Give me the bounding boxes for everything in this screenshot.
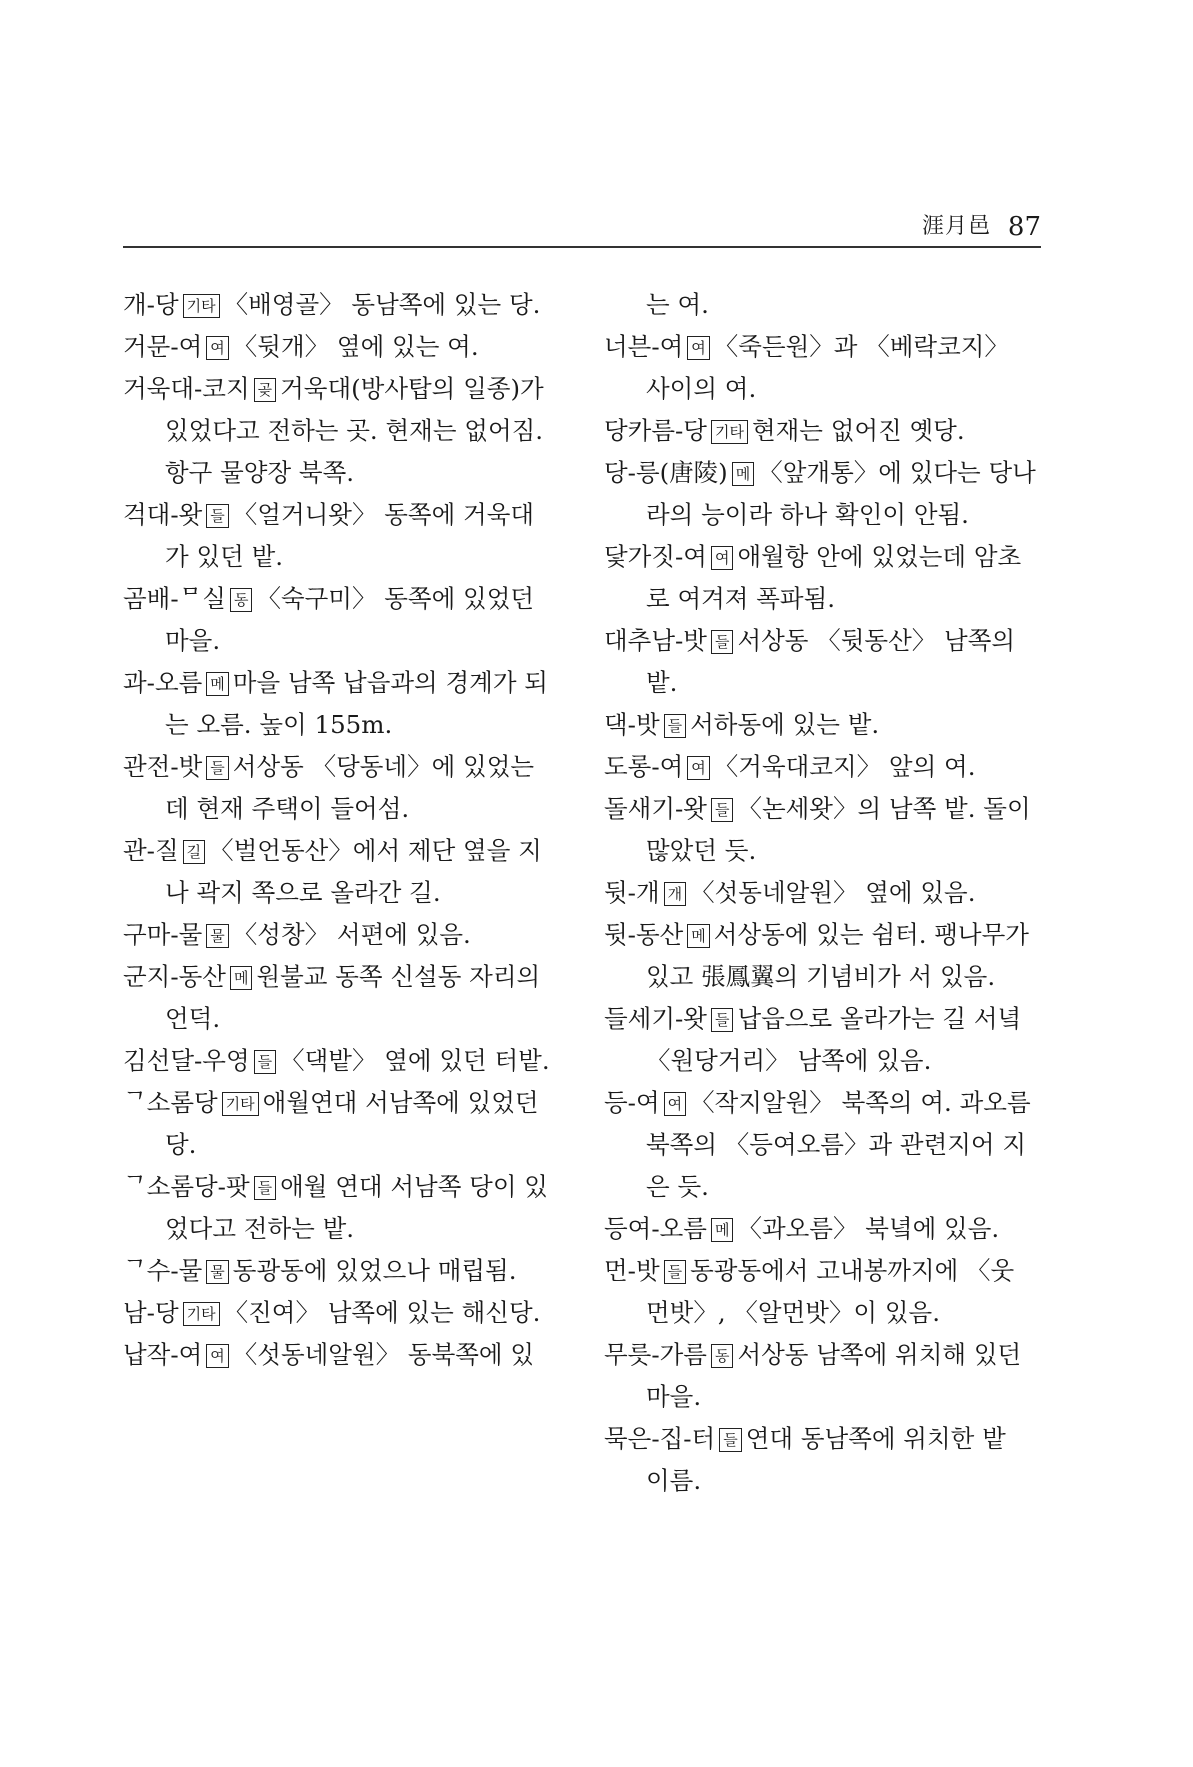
dictionary-entry [123,494,555,578]
entry-term: 대추남-밧 [604,626,707,655]
entry-description: 〈배영골〉 동남쪽에 있는 당. [223,290,541,319]
dictionary-entry [604,1334,1036,1418]
dictionary-entry [123,326,555,368]
entry-description: 마을 남쪽 납읍과의 경계가 되는 오름. 높이 155m. [165,668,548,739]
category-badge: 동 [711,1344,734,1368]
dictionary-entry [123,1082,555,1166]
category-badge: 들 [254,1176,277,1200]
entry-description: 현재는 없어진 옛당. [751,416,965,445]
entry-term: 댁-밧 [604,710,660,739]
category-badge: 곶 [254,378,277,402]
entry-description: 〈과오름〉 북녘에 있음. [737,1214,1000,1243]
entry-description: 〈섯동네알원〉 옆에 있음. [690,878,976,907]
entry-description: 〈숙구미〉 동쪽에 있었던 마을. [165,584,535,655]
entry-description: 서상동 남쪽에 위치해 있던 마을. [646,1340,1022,1411]
category-badge: 동 [230,588,253,612]
dictionary-entry [604,746,1036,788]
category-badge: 들 [254,1050,277,1074]
category-badge: 여 [687,756,710,780]
entry-description: 애월 연대 서남쪽 당이 있었다고 전하는 밭. [165,1172,548,1243]
entry-description: 거욱대(방사탑의 일종)가 있었다고 전하는 곳. 현재는 없어짐. 항구 물양장 북쪽. [165,374,544,487]
dictionary-entry [123,1166,555,1250]
dictionary-entry [604,536,1036,620]
category-badge: 기타 [711,420,748,444]
entry-term: 먼-밧 [604,1256,660,1285]
dictionary-entry [604,704,1036,746]
entry-description: 〈얼거니왓〉 동쪽에 거욱대가 있던 밭. [165,500,535,571]
dictionary-entry [604,326,1036,410]
entry-description: 〈뒷개〉 옆에 있는 여. [232,332,479,361]
entry-term: 거문-여 [123,332,203,361]
entry-description: 〈진여〉 남쪽에 있는 해신당. [223,1298,541,1327]
entry-description: 서하동에 있는 밭. [690,710,880,739]
right-column [604,284,1036,1502]
entry-term: 관-질 [123,836,179,865]
category-badge: 물 [206,1260,229,1284]
entry-term: 과-오름 [123,668,203,697]
entry-description: 납읍으로 올라가는 길 서녘 〈원당거리〉 남쪽에 있음. [646,1004,1022,1075]
category-badge: 메 [230,966,253,990]
entry-term: 뒷-개 [604,878,660,907]
dictionary-entry [123,368,555,494]
entry-description: 애월연대 서남쪽에 있었던 당. [165,1088,539,1159]
entry-description: 〈거욱대코지〉 앞의 여. [713,752,976,781]
entry-description: 〈댁밭〉 옆에 있던 터밭. [280,1046,550,1075]
category-badge: 들 [711,630,734,654]
entry-term: 개-당 [123,290,179,319]
dictionary-entry [604,998,1036,1082]
category-badge: 여 [711,546,734,570]
category-badge: 메 [711,1218,734,1242]
dictionary-entry [123,1040,555,1082]
category-badge: 여 [664,1092,687,1116]
entry-term: 김선달-우영 [123,1046,250,1075]
dictionary-entry [123,1292,555,1334]
category-badge: 들 [206,504,229,528]
page-header [123,206,1041,248]
category-badge: 기타 [183,294,220,318]
category-badge: 여 [206,1344,229,1368]
dictionary-entry [604,620,1036,704]
dictionary-entry [123,1250,555,1292]
category-badge: 들 [711,798,734,822]
entry-description: 〈논세왓〉의 남쪽 밭. 돌이 많았던 듯. [646,794,1031,865]
entry-term: 너븐-여 [604,332,684,361]
entry-term: 묵은-집-터 [604,1424,716,1453]
entry-description: 서상동 〈당동네〉에 있었는데 현재 주택이 들어섬. [165,752,535,823]
right-column-entries [604,326,1036,1502]
entry-term: 무릇-가름 [604,1340,707,1369]
category-badge: 개 [664,882,687,906]
entry-description: 동광동에서 고내봉까지에 〈웃먼밧〉, 〈알먼밧〉이 있음. [646,1256,1015,1327]
entry-term: 뒷-동산 [604,920,684,949]
category-badge: 메 [206,672,229,696]
dictionary-entry [123,830,555,914]
category-badge: 들 [664,1260,687,1284]
dictionary-entry [123,578,555,662]
entry-term: 군지-동산 [123,962,226,991]
dictionary-entry [604,1208,1036,1250]
category-badge: 들 [719,1428,742,1452]
continuation-text: 는 여. [646,290,709,319]
category-badge: 길 [183,840,206,864]
entry-term: 들세기-왓 [604,1004,707,1033]
dictionary-entry [604,914,1036,998]
entry-description: 원불교 동쪽 신설동 자리의 언덕. [165,962,541,1033]
category-badge: 들 [664,714,687,738]
entry-term: 관전-밧 [123,752,203,781]
entry-term: 남-당 [123,1298,179,1327]
category-badge: 여 [687,336,710,360]
entry-term: 걱대-왓 [123,500,203,529]
running-head: 涯月邑 [921,214,991,239]
category-badge: 들 [206,756,229,780]
page-number: 87 [1007,212,1041,242]
entry-description: 연대 동남쪽에 위치한 밭 이름. [646,1424,1006,1495]
dictionary-entry [604,1082,1036,1208]
dictionary-entry [123,662,555,746]
entry-term: 돌새기-왓 [604,794,707,823]
entry-term: 구마-물 [123,920,203,949]
dictionary-entry [604,1250,1036,1334]
entry-term: ᄀ소롬당 [123,1088,218,1117]
category-badge: 메 [732,462,755,486]
entry-description: 〈앞개통〉에 있다는 당나라의 능이라 하나 확인이 안됨. [646,458,1036,529]
dictionary-entry [123,914,555,956]
dictionary-entry [604,452,1036,536]
entry-description: 애월항 안에 있었는데 암초로 여겨져 폭파됨. [646,542,1022,613]
entry-term: 납작-여 [123,1340,203,1369]
category-badge: 기타 [183,1302,220,1326]
entry-description: 서상동 〈뒷동산〉 남쪽의 밭. [646,626,1016,697]
entry-description: 〈작지알원〉 북쪽의 여. 과오름 북쪽의 〈등여오름〉과 관련지어 지은 듯. [646,1088,1031,1201]
left-column [123,284,555,1376]
entry-description: 〈섯동네알원〉 동북쪽에 있 [232,1340,535,1369]
entry-term: 등여-오름 [604,1214,707,1243]
dictionary-entry [604,1418,1036,1502]
dictionary-entry [123,284,555,326]
entry-term: 닻가짓-여 [604,542,707,571]
dictionary-entry [123,1334,555,1376]
dictionary-entry [123,956,555,1040]
entry-description: 동광동에 있었으나 매립됨. [232,1256,517,1285]
entry-term: 거욱대-코지 [123,374,250,403]
entry-term: 곰배-ᄆ실 [123,584,226,613]
entry-description: 서상동에 있는 쉼터. 팽나무가 있고 張鳳翼의 기념비가 서 있음. [646,920,1029,991]
entry-term: 당카름-당 [604,416,707,445]
entry-description: 〈죽든원〉과 〈베락코지〉 사이의 여. [646,332,1009,403]
dictionary-entry [123,746,555,830]
entry-description: 〈벌언동산〉에서 제단 옆을 지나 곽지 쪽으로 올라간 길. [165,836,542,907]
entry-term: ᄀ수-물 [123,1256,203,1285]
category-badge: 여 [206,336,229,360]
entry-term: 도롱-여 [604,752,684,781]
category-badge: 메 [687,924,710,948]
dictionary-entry [604,872,1036,914]
dictionary-entry [604,788,1036,872]
category-badge: 물 [206,924,229,948]
dictionary-entry [604,410,1036,452]
category-badge: 들 [711,1008,734,1032]
entry-term: 당-릉(唐陵) [604,458,728,487]
entry-term: 등-여 [604,1088,660,1117]
entry-term: ᄀ소롬당-팟 [123,1172,250,1201]
entry-description: 〈성창〉 서편에 있음. [232,920,471,949]
category-badge: 기타 [222,1092,259,1116]
